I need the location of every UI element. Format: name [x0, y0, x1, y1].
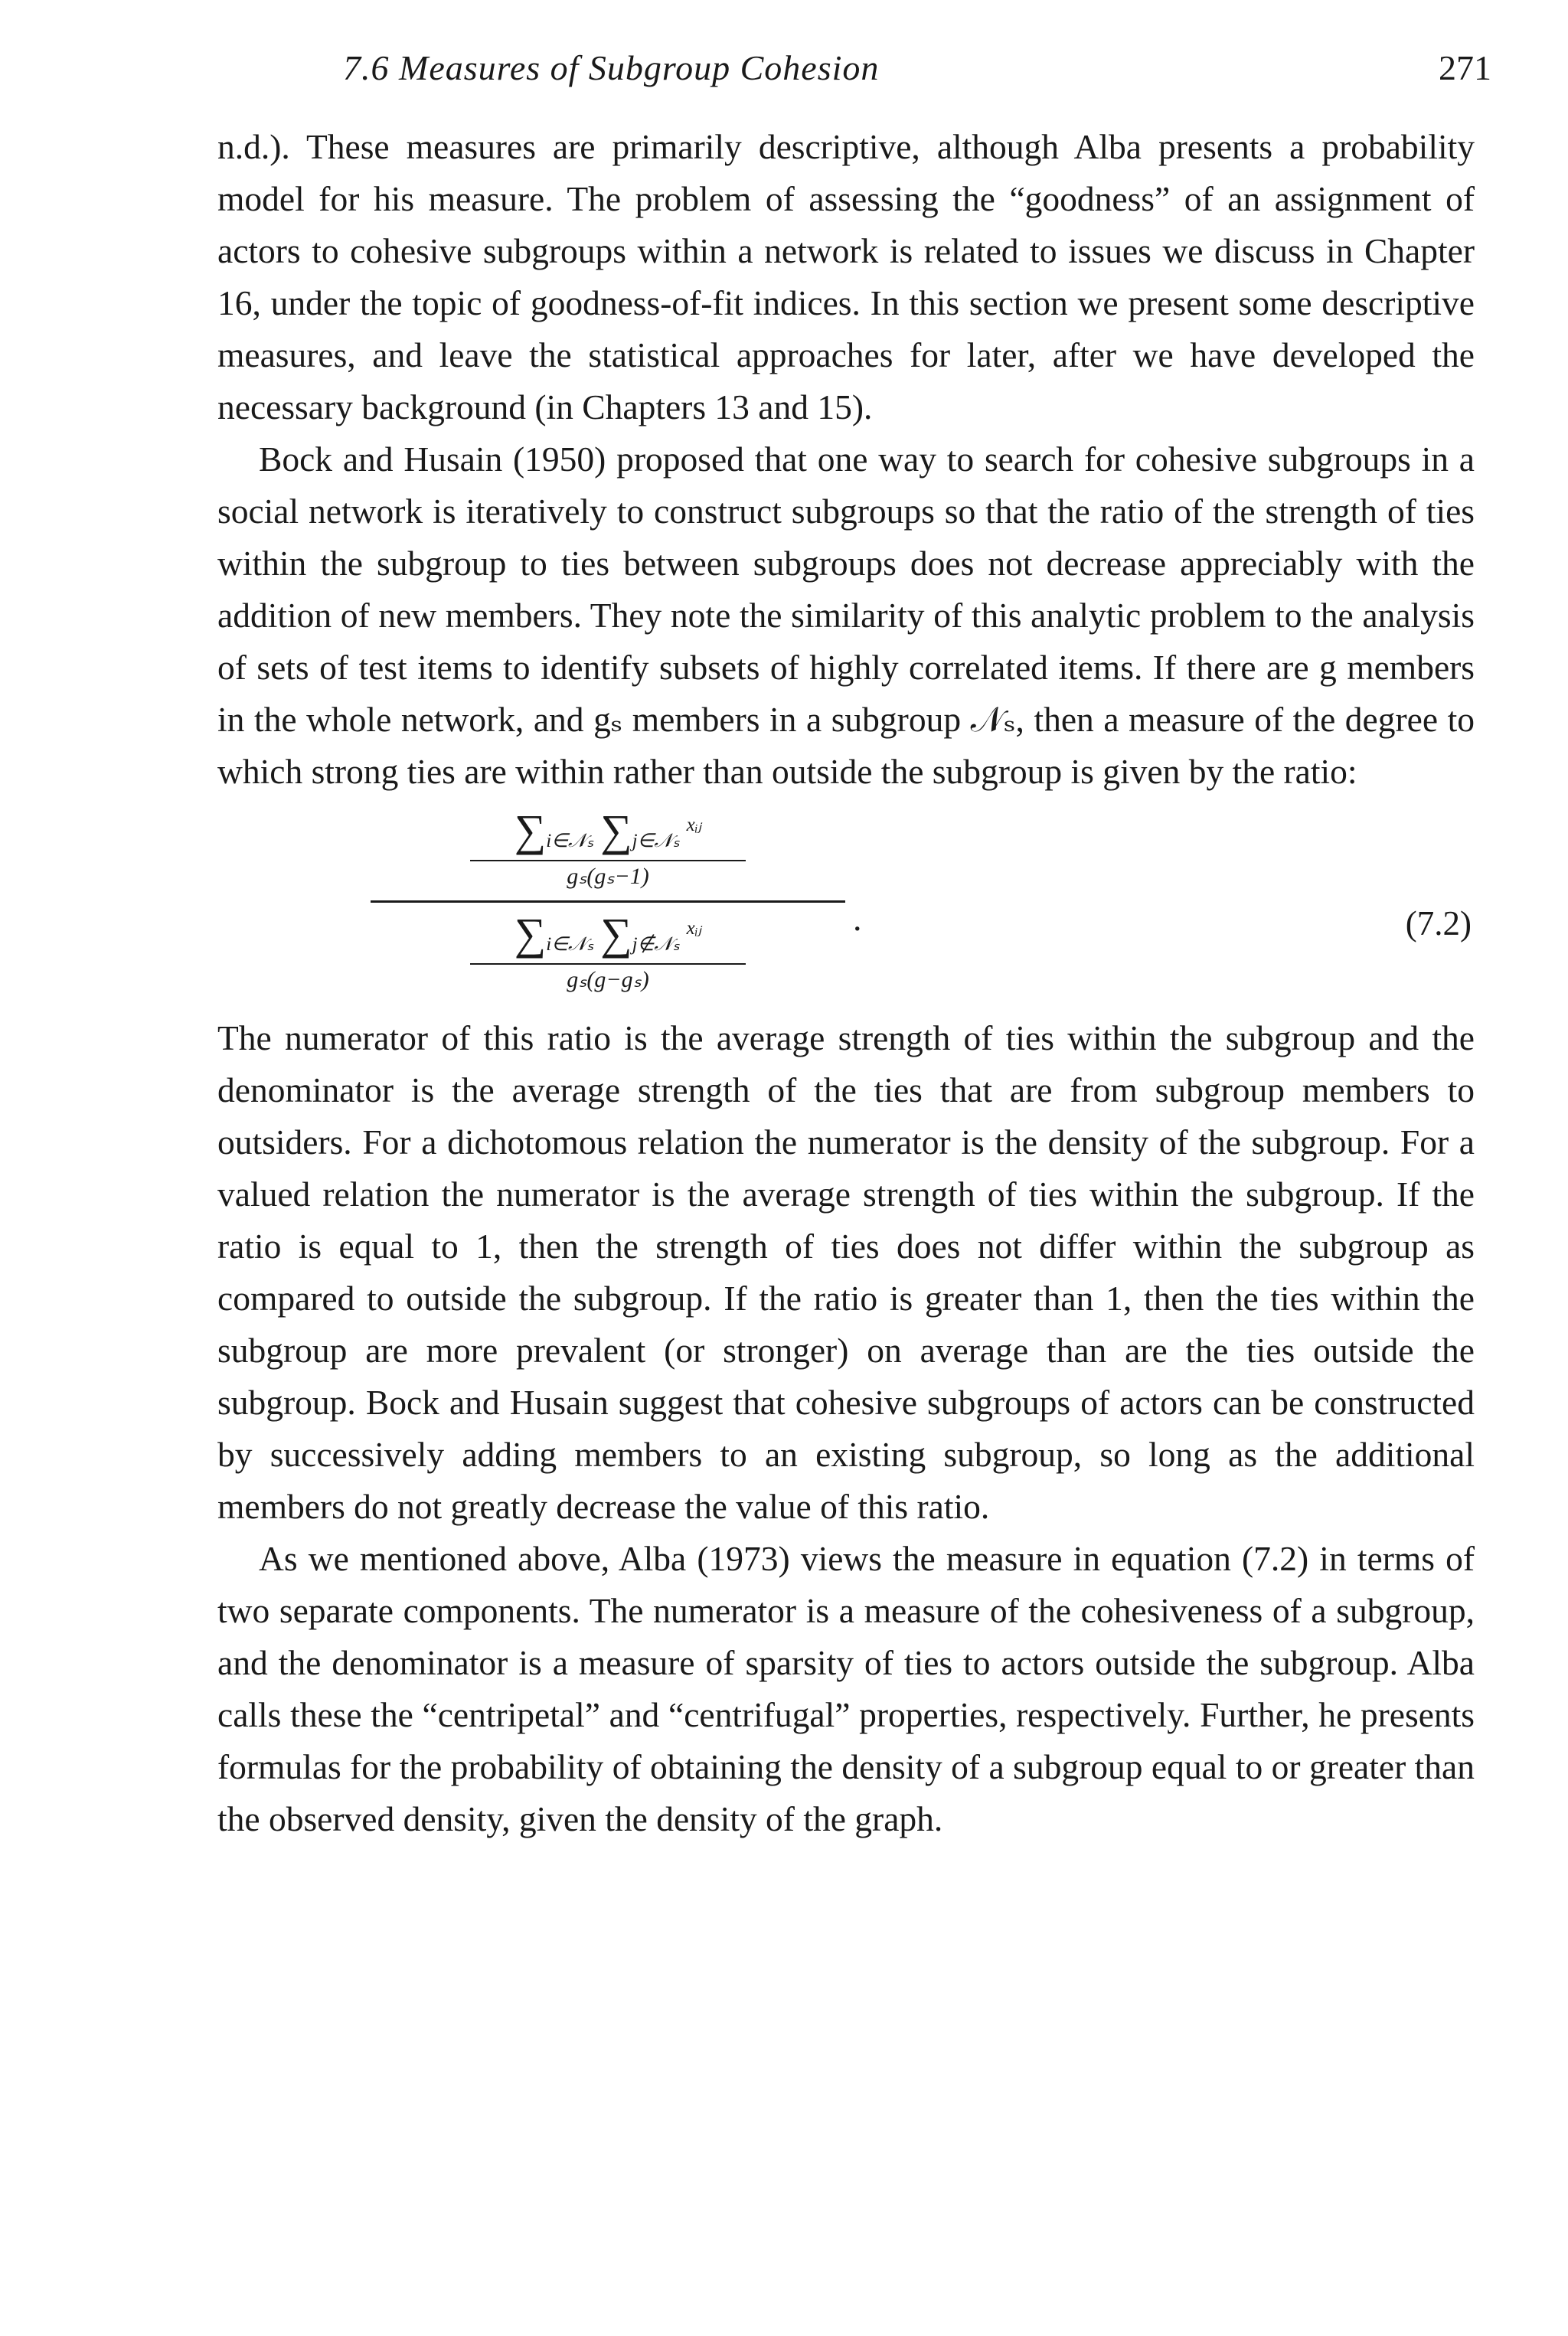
- summand: xᵢⱼ: [686, 815, 702, 835]
- sum-index-1: i∈𝒩ₛ: [546, 831, 594, 852]
- paragraph-4: As we mentioned above, Alba (1973) views the measure in equation (7.2) in terms of two separate components. The numerator is a measure of the cohesiveness of a subgroup, and the denominator is a measure of sparsity of ties to actors outside the subgroup. Alba calls these the “centripetal” and “centrifugal” properties, respectively. Further, he presents formulas for the probability of obtaining the density of a subgroup equal to or greater than the observed density, given the density of the graph.: [217, 1539, 1475, 1838]
- paragraph-2: Bock and Husain (1950) proposed that one way to search for cohesive subgroups in a social network is iteratively to construct subgroups so that the ratio of the strength of ties within the subgroup to ties between subgroups does not decrease appreciably with the addition of new members. They note the similarity of this analytic problem to the analysis of sets of test items to identify subsets of highly correlated items. If there are g members in the whole network, and gₛ members in a subgroup 𝒩ₛ, then a measure of the degree to which strong ties are within rather than outside the subgroup is given by the ratio:: [217, 439, 1475, 791]
- sigma-symbol: ∑: [514, 805, 547, 855]
- sum-index-1: i∈𝒩ₛ: [546, 934, 594, 956]
- denominator-sum: [371, 909, 845, 962]
- ratio-fraction: [371, 805, 845, 996]
- sigma-symbol: ∑: [600, 909, 632, 959]
- running-head: [343, 47, 1491, 101]
- section-title: 7.6 Measures of Subgroup Cohesion: [343, 48, 880, 87]
- page-number: 271: [1439, 48, 1491, 87]
- equation-7-2: [217, 798, 1475, 1012]
- denominator-normalizer: gₛ(g−gₛ): [470, 963, 746, 995]
- body-text: [217, 121, 1475, 1845]
- fraction-numerator: [371, 805, 845, 893]
- paragraph-3: The numerator of this ratio is the average strength of ties within the subgroup and the denominator is the average strength of the ties that are from subgroup members to outsiders. For a dichotomous relation the numerator is the density of the subgroup. For a valued relation the numerator is the average strength of ties within the subgroup. If the ratio is equal to 1, then the strength of ties does not differ within the subgroup as compared to outside the subgroup. If the ratio is greater than 1, then the ties within the subgroup are more prevalent (or stronger) on average than are the ties outside the subgroup. Bock and Husain suggest that cohesive subgroups of actors can be constructed by successively adding members to an existing subgroup, so long as the additional members do not greatly decrease the value of this ratio.: [217, 1018, 1475, 1526]
- sigma-symbol: ∑: [514, 909, 547, 959]
- fraction-denominator: [371, 909, 845, 996]
- sigma-symbol: ∑: [600, 805, 632, 855]
- equation-number: (7.2): [1405, 904, 1472, 943]
- sum-index-2: j∈𝒩ₛ: [632, 831, 680, 852]
- numerator-sum: [371, 805, 845, 858]
- sum-index-2: j∉𝒩ₛ: [632, 934, 680, 956]
- paragraph-1: n.d.). These measures are primarily descriptive, although Alba presents a probability model for his measure. The problem of assessing the “goodness” of an assignment of actors to cohesive subgroups within a network is related to issues we discuss in Chapter 16, under the topic of goodness-of-fit indices. In this section we present some descriptive measures, and leave the statistical approaches for later, after we have developed the necessary background (in Chapters 13 and 15).: [217, 127, 1475, 426]
- summand: xᵢⱼ: [686, 918, 702, 939]
- numerator-normalizer: gₛ(gₛ−1): [470, 860, 746, 892]
- equation-period: .: [853, 899, 862, 938]
- fraction-bar: [371, 900, 845, 903]
